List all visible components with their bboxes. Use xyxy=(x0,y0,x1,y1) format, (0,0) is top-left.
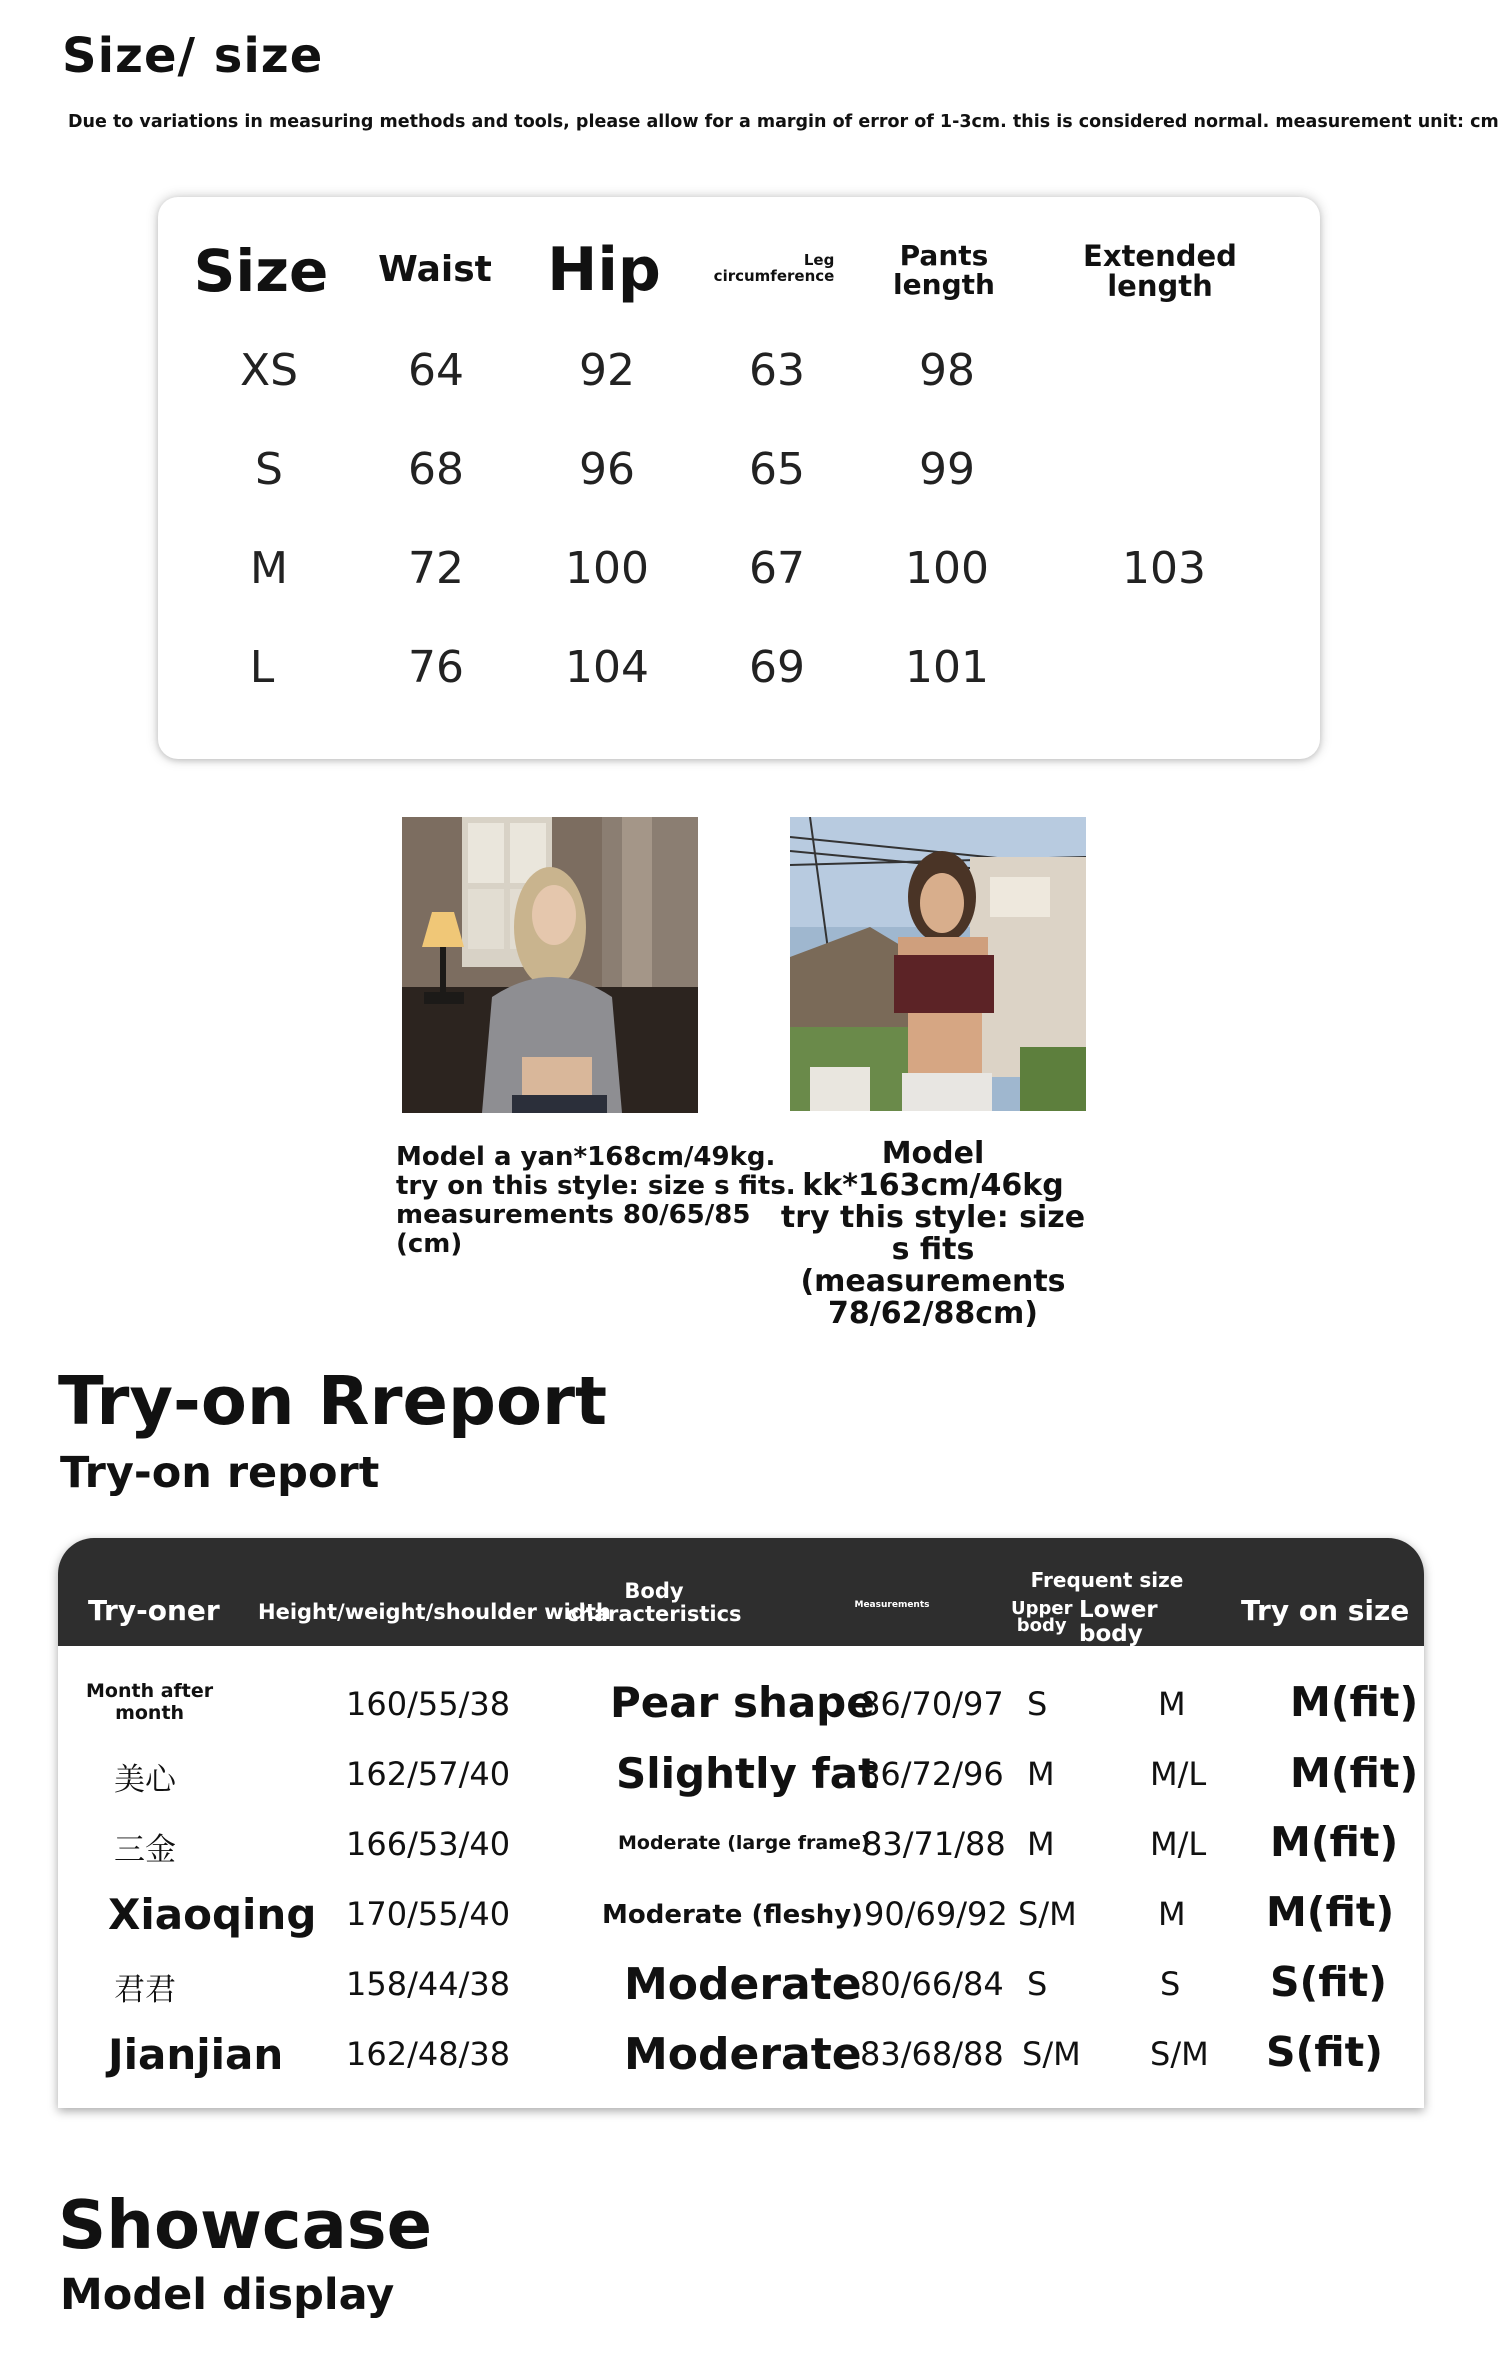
tryon-size-cell: M(fit) xyxy=(1290,1749,1419,1797)
size-chart-card xyxy=(158,197,1320,759)
lower-header-line1: Lower xyxy=(1079,1597,1158,1623)
tryon-size-cell: M(fit) xyxy=(1290,1678,1419,1726)
pants-header-line2: length xyxy=(893,268,995,302)
model-yan-caption xyxy=(396,1143,796,1259)
waist-cell: 68 xyxy=(408,444,464,495)
height-weight-shoulder-cell: 170/55/40 xyxy=(346,1895,511,1933)
tryon-size-cell: S(fit) xyxy=(1266,2028,1383,2076)
tryon-section-subtitle: Try-on report xyxy=(60,1448,380,1498)
extended-cell: 103 xyxy=(1122,543,1206,594)
model-photo-yan-image xyxy=(402,817,698,1113)
body-characteristics-header xyxy=(566,1580,741,1626)
size-measurement-note: Due to variations in measuring methods and tools, please allow for a margin of error of 1-3cm. this is considered normal. measurement unit: cm xyxy=(68,112,1499,132)
extended-header-line2: length xyxy=(1107,269,1213,304)
model-kk-caption-line4: 78/62/88cm) xyxy=(828,1296,1038,1331)
size-header: Size xyxy=(193,237,329,305)
tryon-size-header: Try on size xyxy=(1241,1594,1410,1627)
hip-header: Hip xyxy=(547,235,661,305)
pants-header-line1: Pants xyxy=(899,239,989,272)
tryon-size-cell: S(fit) xyxy=(1270,1958,1387,2006)
size-cell: S xyxy=(255,444,283,495)
measurements-cell: 80/66/84 xyxy=(860,1965,1004,2003)
leg-header-line1: Leg xyxy=(803,251,835,269)
leg-cell: 67 xyxy=(749,543,805,594)
showcase-title: Showcase xyxy=(58,2186,433,2264)
model-kk-caption-line2: try this style: size s fits xyxy=(780,1200,1086,1267)
upper-header-line1: Upper xyxy=(1011,1598,1073,1619)
size-section-title: Size/ size xyxy=(62,28,324,84)
upper-size-cell: M xyxy=(1027,1755,1055,1793)
hip-cell: 96 xyxy=(579,444,635,495)
upper-header-line2: body xyxy=(1016,1615,1067,1636)
body-characteristic-cell: Pear shape xyxy=(610,1678,875,1727)
measurements-cell: 83/71/88 xyxy=(862,1825,1006,1863)
waist-cell: 76 xyxy=(408,642,464,693)
model-kk-caption-line1: Model kk*163cm/46kg xyxy=(802,1136,1064,1203)
model-yan-caption-line1: Model a yan*168cm/49kg. xyxy=(396,1142,776,1172)
upper-body-header xyxy=(1011,1600,1072,1634)
tryoner-name: Xiaoqing xyxy=(108,1890,317,1939)
leg-circumference-header xyxy=(714,253,835,285)
height-weight-shoulder-cell: 162/57/40 xyxy=(346,1755,511,1793)
measurements-cell: 86/72/96 xyxy=(860,1755,1004,1793)
upper-size-cell: M xyxy=(1027,1825,1055,1863)
lower-size-cell: M xyxy=(1158,1895,1186,1933)
height-weight-shoulder-cell: 166/53/40 xyxy=(346,1825,511,1863)
model-yan-caption-line3: measurements 80/65/85 xyxy=(396,1200,751,1230)
waist-header: Waist xyxy=(378,249,492,290)
frequent-size-header: Frequent size xyxy=(1030,1568,1184,1592)
height-weight-shoulder-cell: 158/44/38 xyxy=(346,1965,511,2003)
lower-size-cell: M xyxy=(1158,1685,1186,1723)
body-characteristic-cell: Moderate xyxy=(624,2029,862,2080)
size-cell: L xyxy=(249,642,275,693)
upper-size-cell: S/M xyxy=(1022,2035,1081,2073)
height-weight-shoulder-cell: 160/55/38 xyxy=(346,1685,511,1723)
tryoner-name: 君君 xyxy=(114,1972,176,2008)
model-yan-caption-line4: (cm) xyxy=(396,1229,463,1259)
measurements-cell: 86/70/97 xyxy=(860,1685,1004,1723)
lower-body-header xyxy=(1079,1598,1158,1646)
tryoner-name xyxy=(86,1680,213,1724)
model-kk-caption xyxy=(768,1138,1098,1330)
body-header-line2: characteristics xyxy=(566,1602,742,1626)
height-weight-shoulder-header: Height/weight/shoulder width xyxy=(258,1600,611,1624)
lower-header-line2: body xyxy=(1079,1621,1143,1647)
tryon-report-table xyxy=(58,1538,1424,2108)
extended-length-header xyxy=(1083,241,1237,302)
pants-cell: 99 xyxy=(919,444,975,495)
pants-length-header xyxy=(893,241,995,300)
hip-cell: 92 xyxy=(579,345,635,396)
tryon-section-title: Try-on Rreport xyxy=(58,1362,608,1440)
tryon-table-header xyxy=(58,1538,1424,1646)
lower-size-cell: S xyxy=(1160,1965,1181,2003)
upper-size-cell: S/M xyxy=(1018,1895,1077,1933)
leg-cell: 69 xyxy=(749,642,805,693)
measurements-header: Measurements xyxy=(854,1600,930,1610)
leg-cell: 63 xyxy=(749,345,805,396)
model-yan-caption-line2: try on this style: size s fits. xyxy=(396,1171,796,1201)
pants-cell: 98 xyxy=(919,345,975,396)
model-kk-caption-line3: (measurements xyxy=(800,1264,1066,1299)
model-photo-yan xyxy=(402,817,698,1113)
tryoner-name-line1: Month after xyxy=(86,1680,214,1702)
hip-cell: 104 xyxy=(565,642,649,693)
height-weight-shoulder-cell: 162/48/38 xyxy=(346,2035,511,2073)
tryon-size-cell: M(fit) xyxy=(1270,1818,1399,1866)
body-characteristic-cell: Moderate (large frame) xyxy=(618,1832,870,1854)
tryoner-header: Try-oner xyxy=(88,1594,220,1627)
body-header-line1: Body xyxy=(624,1579,684,1603)
tryoner-name: 三金 xyxy=(114,1832,176,1868)
measurements-cell: 83/68/88 xyxy=(860,2035,1004,2073)
upper-size-cell: S xyxy=(1027,1685,1048,1723)
size-cell: M xyxy=(250,543,288,594)
tryoner-name: 美心 xyxy=(114,1762,176,1798)
showcase-subtitle: Model display xyxy=(60,2270,395,2320)
tryoner-name: Jianjian xyxy=(108,2030,284,2079)
model-photo-kk xyxy=(790,817,1086,1111)
size-cell: XS xyxy=(239,345,299,396)
extended-header-line1: Extended xyxy=(1083,239,1237,273)
pants-cell: 101 xyxy=(905,642,989,693)
body-characteristic-cell: Moderate xyxy=(624,1959,862,2010)
tryoner-name-line2: month xyxy=(115,1702,185,1724)
waist-cell: 64 xyxy=(408,345,464,396)
waist-cell: 72 xyxy=(408,543,464,594)
lower-size-cell: M/L xyxy=(1150,1755,1207,1793)
leg-header-line2: circumference xyxy=(713,266,835,285)
model-photo-kk-image xyxy=(790,817,1086,1111)
lower-size-cell: S/M xyxy=(1150,2035,1209,2073)
leg-cell: 65 xyxy=(749,444,805,495)
tryon-size-cell: M(fit) xyxy=(1266,1888,1395,1936)
measurements-cell: 90/69/92 xyxy=(864,1895,1008,1933)
upper-size-cell: S xyxy=(1027,1965,1048,2003)
hip-cell: 100 xyxy=(565,543,649,594)
body-characteristic-cell: Slightly fat xyxy=(616,1749,879,1798)
pants-cell: 100 xyxy=(905,543,989,594)
body-characteristic-cell: Moderate (fleshy) xyxy=(602,1900,864,1930)
lower-size-cell: M/L xyxy=(1150,1825,1207,1863)
